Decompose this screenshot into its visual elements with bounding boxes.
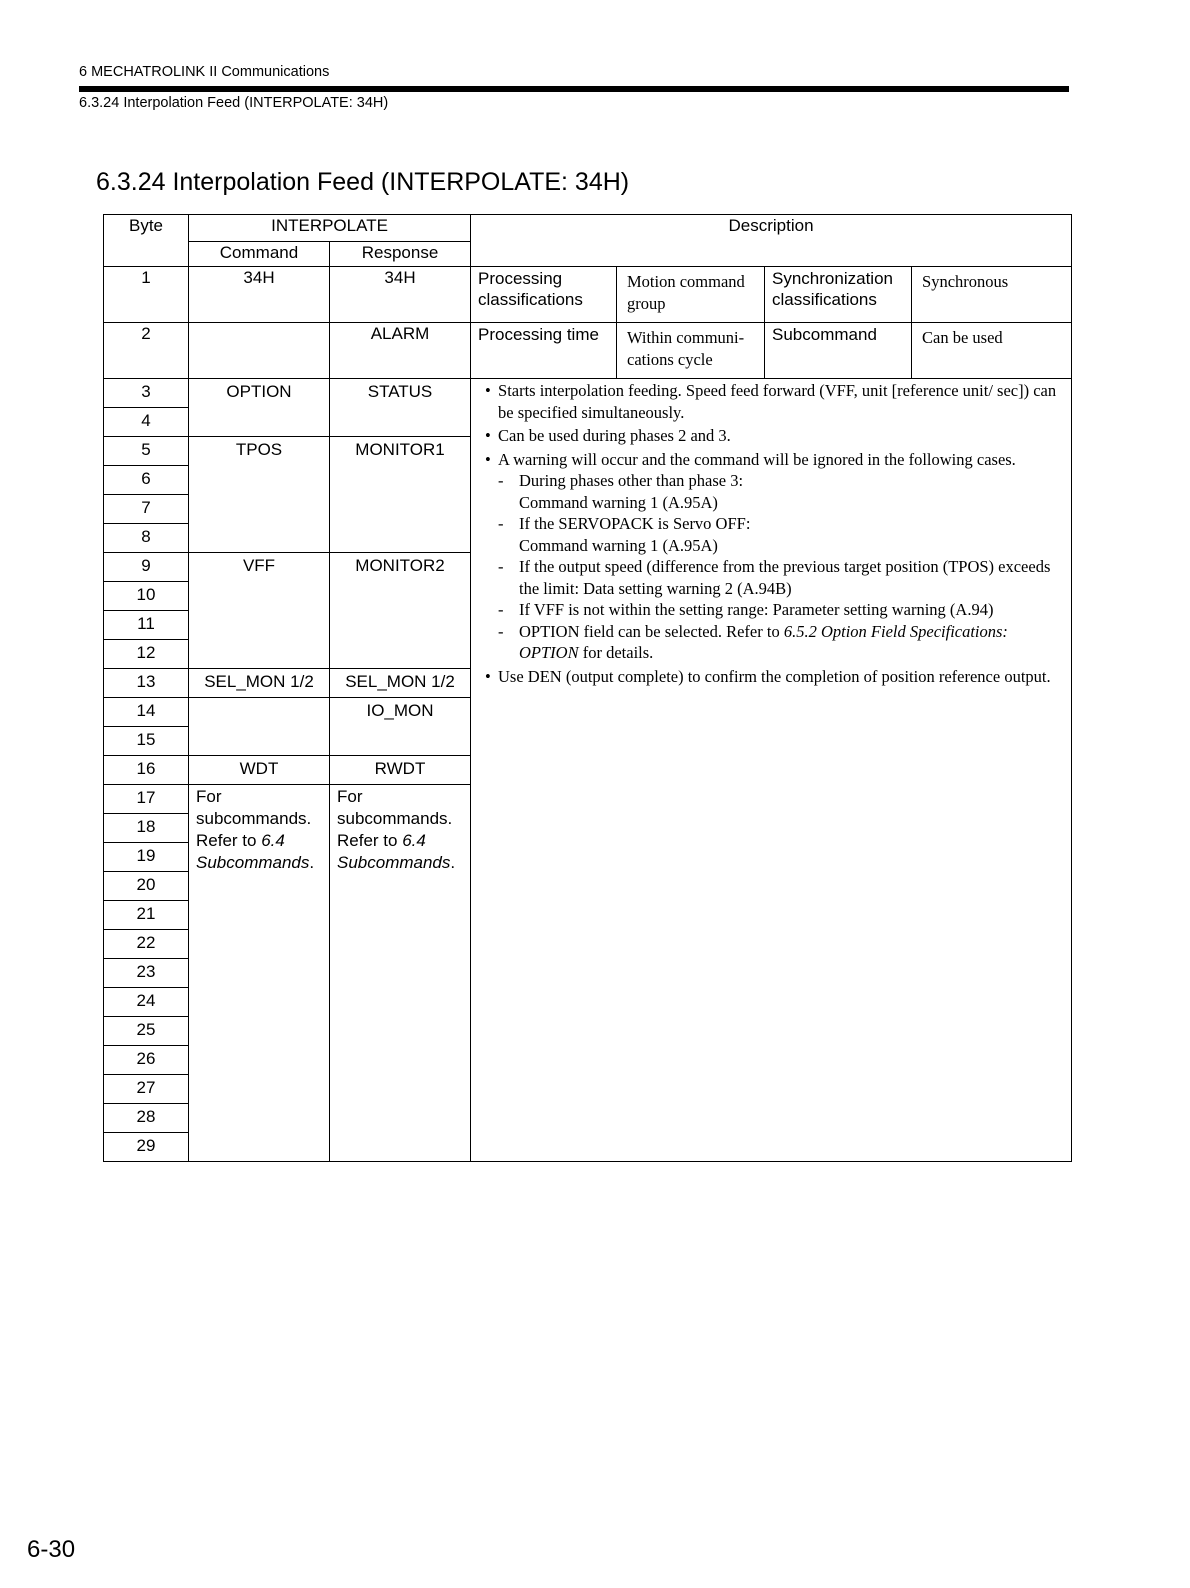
command-field-option: OPTION [189, 379, 330, 437]
command-field-vff: VFF [189, 553, 330, 669]
page-number: 6-30 [27, 1536, 76, 1563]
subcommand-text: . [450, 853, 456, 872]
header-chapter: 6 MECHATROLINK II Communications [79, 64, 330, 80]
subcommand-text: . [309, 853, 315, 872]
subitem-text: OPTION field can be selected. Refer to [519, 621, 784, 641]
byte-cell: 20 [104, 872, 189, 901]
table-row [104, 323, 1072, 379]
command-field-sel-mon: SEL_MON 1/2 [189, 669, 330, 698]
description-cell [471, 379, 1072, 1162]
response-field-rwdt: RWDT [330, 756, 471, 785]
description-subitem [498, 470, 1067, 513]
byte-cell: 9 [104, 553, 189, 582]
byte-cell: 17 [104, 785, 189, 814]
subitem-text: for details. [578, 643, 654, 662]
byte-cell: 5 [104, 437, 189, 466]
prop-value: Can be used [912, 323, 1072, 379]
header-byte: Byte [104, 215, 189, 267]
prop-value: Within communi-cations cycle [617, 323, 765, 379]
prop-value: Synchronous [912, 267, 1072, 323]
prop-key: Processing time [471, 323, 617, 379]
prop-key: Synchronization classifications [765, 267, 912, 323]
byte-cell: 1 [104, 267, 189, 323]
subcommand-text: For subcommands. Refer to [337, 787, 453, 850]
header-section: 6.3.24 Interpolation Feed (INTERPOLATE: 34H) [79, 95, 389, 111]
byte-cell: 25 [104, 1017, 189, 1046]
byte-cell: 29 [104, 1133, 189, 1162]
byte-cell: 23 [104, 959, 189, 988]
description-subitem [498, 621, 1067, 664]
response-field-monitor2: MONITOR2 [330, 553, 471, 669]
byte-cell: 13 [104, 669, 189, 698]
description-subitem: - If the output speed (difference from the previous target position (TPOS) exceeds the limit: Data setting warning 2 (A.94B) [498, 556, 1067, 599]
response-field-sel-mon: SEL_MON 1/2 [330, 669, 471, 698]
header-command: Command [189, 242, 330, 267]
option-spec-reference: 6.5.2 Option Field Specifications: OPTION [519, 621, 1008, 662]
header-description: Description [471, 215, 1072, 267]
prop-key: Subcommand [765, 323, 912, 379]
description-bullet: • Starts interpolation feeding. Speed feed forward (VFF, unit [reference unit/ sec]) can be specified simultaneously. [485, 380, 1067, 423]
byte-cell: 6 [104, 466, 189, 495]
byte-cell: 11 [104, 611, 189, 640]
byte-cell: 22 [104, 930, 189, 959]
byte-cell: 3 [104, 379, 189, 408]
byte-cell: 28 [104, 1104, 189, 1133]
command-field-subcommands [189, 785, 330, 1162]
table-row [104, 379, 1072, 408]
response-cell: 34H [330, 267, 471, 323]
byte-cell: 24 [104, 988, 189, 1017]
byte-cell: 8 [104, 524, 189, 553]
description-subitem: - If VFF is not within the setting range: Parameter setting warning (A.94) [498, 599, 1067, 621]
response-field-monitor1: MONITOR1 [330, 437, 471, 553]
response-field-status: STATUS [330, 379, 471, 437]
subcommand-reference: 6.4 Subcommands [196, 831, 310, 872]
byte-cell: 27 [104, 1075, 189, 1104]
description-bullet: • Use DEN (output complete) to confirm the completion of position reference output. [485, 666, 1067, 688]
subcommand-reference: 6.4 Subcommands [337, 831, 451, 872]
response-field-subcommands [330, 785, 471, 1162]
prop-key: Processing classifications [471, 267, 617, 323]
prop-value: Motion command group [617, 267, 765, 323]
subitem-text: During phases other than phase 3: [519, 471, 744, 490]
description-bullet: • Can be used during phases 2 and 3. [485, 425, 1067, 447]
description-subitem [498, 513, 1067, 556]
subitem-text: Command warning 1 (A.95A) [519, 492, 718, 512]
byte-cell: 10 [104, 582, 189, 611]
description-text: • A warning will occur and the command will be ignored in the following cases. [498, 449, 1016, 469]
byte-cell: 14 [104, 698, 189, 727]
header-response: Response [330, 242, 471, 267]
byte-cell: 19 [104, 843, 189, 872]
description-bullet [485, 449, 1067, 664]
byte-cell: 16 [104, 756, 189, 785]
interpolate-table [103, 214, 1072, 1162]
command-field-tpos: TPOS [189, 437, 330, 553]
byte-cell: 26 [104, 1046, 189, 1075]
response-field-io-mon: IO_MON [330, 698, 471, 756]
header-interpolate: INTERPOLATE [189, 215, 471, 242]
byte-cell: 4 [104, 408, 189, 437]
subcommand-text: For subcommands. Refer to [196, 787, 312, 850]
byte-cell: 7 [104, 495, 189, 524]
byte-cell: 18 [104, 814, 189, 843]
header-rule [79, 86, 1069, 92]
command-cell: 34H [189, 267, 330, 323]
subitem-text: Command warning 1 (A.95A) [519, 535, 718, 555]
byte-cell: 21 [104, 901, 189, 930]
subitem-text: If the SERVOPACK is Servo OFF: [519, 514, 751, 533]
page-title: 6.3.24 Interpolation Feed (INTERPOLATE: 34H) [96, 168, 630, 196]
command-cell [189, 323, 330, 379]
table-row [104, 267, 1072, 323]
byte-cell: 2 [104, 323, 189, 379]
byte-cell: 12 [104, 640, 189, 669]
byte-cell: 15 [104, 727, 189, 756]
command-field-wdt: WDT [189, 756, 330, 785]
response-cell: ALARM [330, 323, 471, 379]
command-field-empty [189, 698, 330, 756]
